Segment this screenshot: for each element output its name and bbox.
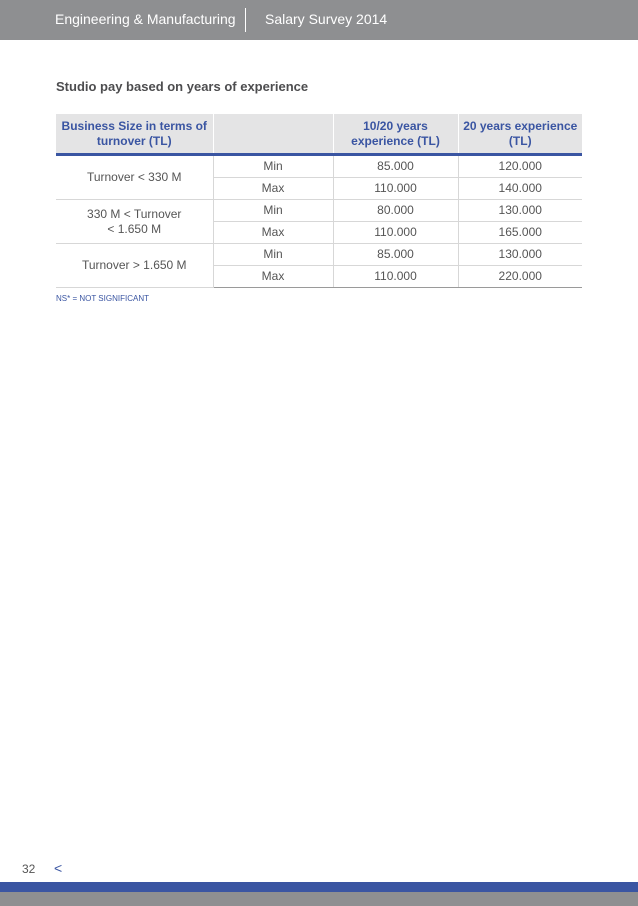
group-label: 330 M < Turnover < 1.650 M	[56, 200, 213, 244]
row-type: Max	[213, 222, 333, 244]
column-header: 20 years experience (TL)	[458, 114, 582, 155]
row-type: Min	[213, 244, 333, 266]
cell-10-20-years: 85.000	[333, 244, 458, 266]
footer-band-gray	[0, 892, 638, 906]
column-header: 10/20 years experience (TL)	[333, 114, 458, 155]
table-row	[56, 155, 582, 178]
footer-band-blue	[0, 882, 638, 892]
header-divider	[245, 8, 246, 32]
group-label: Turnover > 1.650 M	[56, 244, 213, 288]
header-section: Engineering & Manufacturing	[55, 11, 236, 27]
page-title: Studio pay based on years of experience	[56, 79, 309, 94]
page-number: 32	[22, 862, 36, 876]
cell-20-years: 130.000	[458, 200, 582, 222]
previous-page-link[interactable]: <	[54, 860, 63, 876]
column-header	[213, 114, 333, 155]
salary-table	[56, 114, 582, 288]
header-publication: Salary Survey 2014	[265, 11, 388, 27]
header-bar	[0, 0, 638, 40]
footnote: NS* = NOT SIGNIFICANT	[56, 294, 149, 303]
cell-20-years: 140.000	[458, 178, 582, 200]
table-row	[56, 244, 582, 266]
cell-10-20-years: 80.000	[333, 200, 458, 222]
row-type: Min	[213, 155, 333, 178]
row-type: Max	[213, 266, 333, 288]
cell-10-20-years: 110.000	[333, 178, 458, 200]
row-type: Max	[213, 178, 333, 200]
cell-20-years: 130.000	[458, 244, 582, 266]
cell-20-years: 165.000	[458, 222, 582, 244]
cell-10-20-years: 85.000	[333, 155, 458, 178]
column-header: Business Size in terms of turnover (TL)	[56, 114, 213, 155]
table-header-row	[56, 114, 582, 155]
cell-10-20-years: 110.000	[333, 222, 458, 244]
cell-10-20-years: 110.000	[333, 266, 458, 288]
table-row	[56, 200, 582, 222]
cell-20-years: 220.000	[458, 266, 582, 288]
group-label: Turnover < 330 M	[56, 155, 213, 200]
row-type: Min	[213, 200, 333, 222]
cell-20-years: 120.000	[458, 155, 582, 178]
